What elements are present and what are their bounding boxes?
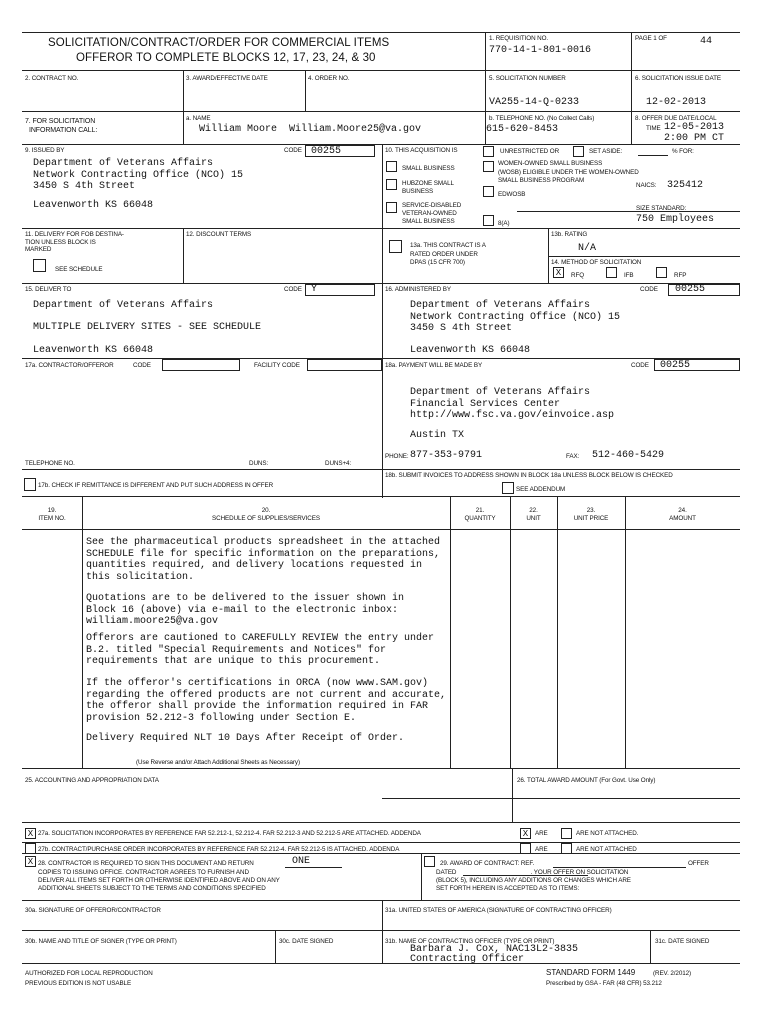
- rating-label: 13b. RATING: [551, 231, 588, 238]
- contact-name[interactable]: William Moore: [199, 124, 278, 135]
- time-label: TIME: [646, 125, 661, 132]
- rule: [22, 144, 740, 145]
- rule: [421, 853, 422, 900]
- remittance-checkbox[interactable]: [24, 478, 36, 491]
- rule: [22, 930, 740, 931]
- contact-email[interactable]: William.Moore25@va.gov: [289, 124, 422, 135]
- percent-for-label: % FOR:: [672, 148, 694, 155]
- edwosb-label: EDWOSB: [498, 191, 526, 198]
- issued-code[interactable]: 00255: [311, 146, 342, 157]
- naics-label: NAICS:: [636, 182, 657, 189]
- rule: [631, 32, 632, 144]
- rule: [22, 853, 740, 854]
- b27a-checkbox[interactable]: X: [25, 828, 36, 839]
- see-schedule-checkbox[interactable]: [33, 259, 46, 272]
- solicitation-number[interactable]: VA255-14-Q-0233: [489, 97, 580, 108]
- rule: [650, 930, 651, 963]
- payment-phone[interactable]: 877-353-9791: [410, 450, 483, 461]
- hubzone-checkbox[interactable]: [386, 179, 397, 190]
- rating-value[interactable]: N/A: [578, 243, 597, 254]
- b27b-are-checkbox[interactable]: [520, 843, 531, 854]
- form-title-line2: OFFEROR TO COMPLETE BLOCKS 12, 17, 23, 24, & 30: [76, 52, 376, 64]
- payment-fax[interactable]: 512-460-5429: [592, 450, 665, 461]
- schedule-paragraph-1: See the pharmaceutical products spreadsheet in the attached SCHEDULE file for specific information on the preparations, quantities required, and delivery locations requested in this solicitation.: [86, 537, 441, 583]
- b29-checkbox[interactable]: [424, 856, 435, 867]
- b27a-label: 27a. SOLICITATION INCORPORATES BY REFERENCE FAR 52.212-1, 52.212-4. FAR 52.212-3 AND 52.212-5 ARE ATTACHED. ADDENDA: [38, 830, 421, 837]
- b27b-are-not-label: ARE NOT ATTACHED: [576, 846, 637, 853]
- col-schedule: 20. SCHEDULE OF SUPPLIES/SERVICES: [212, 507, 320, 522]
- rfq-checkbox[interactable]: X: [553, 267, 564, 278]
- footer-form-number: STANDARD FORM 1449: [546, 968, 636, 977]
- contracting-officer-name: Barbara J. Cox, NAC13L2-3835: [410, 944, 579, 955]
- contracting-officer-title: Contracting Officer: [410, 954, 525, 965]
- rule: [517, 211, 740, 212]
- rule: [22, 228, 740, 229]
- offer-due-date[interactable]: 12-05-2013: [664, 122, 725, 133]
- rfp-label: RFP: [674, 272, 687, 279]
- payment-label: 18a. PAYMENT WILL BE MADE BY: [385, 362, 483, 369]
- b27a-are-not-checkbox[interactable]: [561, 828, 572, 839]
- b28-copies[interactable]: ONE: [292, 856, 311, 867]
- rule: [510, 496, 511, 768]
- rule: [625, 496, 626, 768]
- duns-label: DUNS:: [249, 460, 269, 467]
- b28-terms: COPIES TO ISSUING OFFICE. CONTRACTOR AGREES TO FURNISH AND DELIVER ALL ITEMS SET FORTH OR OTHERWISE IDENTIFIED ABOVE AND ON ANY ADDITIONAL SHEETS SUBJECT TO THE TERMS AND CONDITIONS SPECIFIED: [38, 869, 280, 892]
- b29-offer: OFFER: [688, 860, 709, 867]
- b30a-label: 30a. SIGNATURE OF OFFEROR/CONTRACTOR: [25, 907, 161, 914]
- rule: [183, 228, 184, 283]
- info-call-label-line2: INFORMATION CALL:: [29, 127, 98, 134]
- hubzone-label: HUBZONE SMALL BUSINESS: [402, 180, 454, 195]
- rule: [22, 111, 740, 112]
- deliver-to-address: Department of Veterans Affairs MULTIPLE DELIVERY SITES - SEE SCHEDULE: [33, 300, 262, 333]
- total-award-label: 26. TOTAL AWARD AMOUNT (For Govt. Use Only): [517, 777, 656, 784]
- discount-terms-label: 12. DISCOUNT TERMS: [186, 231, 252, 238]
- b31c-label: 31c. DATE SIGNED: [655, 938, 710, 945]
- rule: [382, 900, 383, 963]
- b27b-label: 27b. CONTRACT/PURCHASE ORDER INCORPORATES BY REFERENCE FAR 52.212-4. FAR 52.212-5 IS ATTACHED. ADDENDA: [38, 846, 400, 853]
- b29-label: 29. AWARD OF CONTRACT: REF.: [440, 860, 535, 867]
- naics-code[interactable]: 325412: [667, 180, 704, 191]
- info-call-label-line1: 7. FOR SOLICITATION: [25, 118, 96, 125]
- eight-a-label: 8(A): [498, 220, 510, 227]
- see-schedule-label: SEE SCHEDULE: [55, 266, 103, 273]
- award-date-label: 3. AWARD/EFFECTIVE DATE: [186, 75, 268, 82]
- col-unit-price: 23. UNIT PRICE: [573, 507, 609, 522]
- unrestricted-label: UNRESTRICTED OR: [500, 148, 560, 155]
- contractor-code-box[interactable]: [162, 359, 240, 371]
- rule: [82, 496, 83, 768]
- name-label: a. NAME: [186, 115, 211, 122]
- facility-code-label: FACILITY CODE: [254, 362, 300, 369]
- b27b-checkbox[interactable]: [25, 843, 36, 854]
- rule: [305, 70, 306, 111]
- edwosb-checkbox[interactable]: [483, 186, 494, 197]
- administered-by-city: Leavenworth KS 66048: [410, 345, 531, 356]
- set-aside-checkbox[interactable]: [573, 146, 584, 157]
- contractor-label: 17a. CONTRACTOR/OFFEROR: [25, 362, 114, 369]
- invoice-label: 18b. SUBMIT INVOICES TO ADDRESS SHOWN IN BLOCK 18a UNLESS BLOCK BELOW IS CHECKED: [385, 472, 673, 479]
- ifb-label: IFB: [624, 272, 634, 279]
- sdvosb-label: SERVICE-DISABLED VETERAN-OWNED SMALL BUSINESS: [402, 202, 462, 225]
- eight-a-checkbox[interactable]: [483, 215, 494, 226]
- rule: [382, 144, 383, 498]
- page-total: 44: [700, 36, 713, 47]
- administered-by-label: 16. ADMINISTERED BY: [385, 286, 451, 293]
- rule: [22, 529, 740, 530]
- rule: [22, 283, 740, 284]
- accounting-label: 25. ACCOUNTING AND APPROPRIATION DATA: [25, 777, 159, 784]
- contractor-code-label: CODE: [133, 362, 151, 369]
- issued-by-address: Department of Veterans Affairs Network Contracting Office (NCO) 15 3450 S 4th Street: [33, 158, 244, 192]
- rule: [548, 256, 740, 257]
- b30c-label: 30c. DATE SIGNED: [279, 938, 334, 945]
- issued-by-city: Leavenworth KS 66048: [33, 200, 154, 211]
- b28-label: 28. CONTRACTOR IS REQUIRED TO SIGN THIS DOCUMENT AND RETURN: [38, 860, 254, 867]
- size-standard-label: SIZE STANDARD:: [636, 205, 687, 212]
- b27b-are-not-checkbox[interactable]: [561, 843, 572, 854]
- b27b-are-label: ARE: [535, 846, 548, 853]
- addendum-checkbox[interactable]: [502, 482, 514, 494]
- facility-code-box[interactable]: [307, 359, 382, 371]
- rule: [22, 768, 740, 769]
- b29-ref-line: [553, 867, 686, 868]
- solicitation-date[interactable]: 12-02-2013: [646, 97, 707, 108]
- form-title-line1: SOLICITATION/CONTRACT/ORDER FOR COMMERCIAL ITEMS: [48, 37, 390, 49]
- telephone-label: b. TELEPHONE NO. (No Collect Calls): [489, 115, 595, 122]
- addendum-label: SEE ADDENDUM: [516, 486, 566, 493]
- order-no-label: 4. ORDER NO.: [308, 75, 350, 82]
- b31b-label: 31b. NAME OF CONTRACTING OFFICER (TYPE OR PRINT): [385, 938, 555, 945]
- issued-code-label: CODE: [284, 147, 302, 154]
- rule: [183, 70, 184, 144]
- col-amount: 24. AMOUNT: [669, 507, 696, 522]
- ifb-checkbox[interactable]: [606, 267, 617, 278]
- rule: [22, 70, 740, 71]
- footer-revision: (REV. 2/2012): [653, 970, 692, 977]
- payment-code[interactable]: 00255: [660, 360, 691, 371]
- footer-authorized: AUTHORIZED FOR LOCAL REPRODUCTION: [25, 970, 153, 977]
- set-aside-pct-line: [638, 155, 668, 156]
- page-label: PAGE 1 OF: [635, 35, 667, 42]
- rfq-label: RFQ: [571, 272, 584, 279]
- rule: [557, 496, 558, 768]
- solicitation-number-label: 5. SOLICITATION NUMBER: [489, 75, 566, 82]
- administered-by-address: Department of Veterans Affairs Network Contracting Office (NCO) 15 3450 S 4th Street: [410, 300, 621, 334]
- contract-no-label: 2. CONTRACT NO.: [25, 75, 79, 82]
- footer-prescribed: Prescribed by GSA - FAR (48 CFR) 53.212: [546, 980, 662, 987]
- set-aside-label: SET ASIDE:: [589, 148, 623, 155]
- rule: [22, 496, 740, 497]
- footer-previous-edition: PREVIOUS EDITION IS NOT USABLE: [25, 980, 132, 987]
- deliver-code[interactable]: Y: [311, 284, 318, 295]
- rated-order-checkbox[interactable]: [389, 240, 402, 253]
- deliver-to-city: Leavenworth KS 66048: [33, 345, 154, 356]
- rule: [450, 496, 451, 768]
- unrestricted-checkbox[interactable]: [483, 146, 494, 157]
- payment-address: Department of Veterans Affairs Financial Services Center http://www.fsc.va.gov/einvoice.asp: [410, 387, 615, 421]
- wosb-checkbox[interactable]: [483, 161, 494, 172]
- col-quantity: 21. QUANTITY: [464, 507, 496, 522]
- duns4-label: DUNS+4:: [325, 460, 352, 467]
- b29-dated-line: [463, 875, 588, 876]
- deliver-code-label: CODE: [284, 286, 302, 293]
- col-item-no: 19. ITEM NO.: [38, 507, 66, 522]
- small-business-checkbox[interactable]: [386, 161, 397, 172]
- requisition-label: 1. REQUISITION NO.: [489, 35, 549, 42]
- payment-phone-label: PHONE:: [385, 453, 409, 460]
- col-unit: 22. UNIT: [526, 507, 541, 522]
- wosb-label: WOMEN-OWNED SMALL BUSINESS (WOSB) ELIGIBLE UNDER THE WOMEN-OWNED SMALL BUSINESS PROGRAM: [498, 160, 639, 184]
- issued-by-label: 9. ISSUED BY: [25, 147, 65, 154]
- delivery-fob-label: 11. DELIVERY FOR FOB DESTINA- TION UNLESS BLOCK IS MARKED: [25, 231, 124, 253]
- rule: [382, 798, 740, 799]
- admin-code[interactable]: 00255: [675, 284, 706, 295]
- b28-copies-line: [285, 867, 342, 868]
- b27a-are-not-label: ARE NOT ATTACHED.: [576, 830, 639, 837]
- sdvosb-checkbox[interactable]: [386, 202, 397, 213]
- rule: [22, 900, 740, 901]
- rule: [22, 822, 740, 823]
- offer-due-label: 8. OFFER DUE DATE/LOCAL: [635, 115, 717, 122]
- schedule-paragraph-5: Delivery Required NLT 10 Days After Receipt of Order.: [86, 733, 405, 744]
- rfp-checkbox[interactable]: [656, 267, 667, 278]
- rule: [275, 930, 276, 963]
- admin-code-label: CODE: [640, 286, 658, 293]
- schedule-paragraph-4: If the offeror's certifications in ORCA (now www.SAM.gov) regarding the offered products are not current and accurate, the offeror shall provide the information required in FAR provision 52.212-3 following under Section E.: [86, 678, 447, 724]
- offer-due-time[interactable]: 2:00 PM CT: [664, 133, 725, 144]
- payment-code-label: CODE: [631, 362, 649, 369]
- remittance-label: 17b. CHECK IF REMITTANCE IS DIFFERENT AND PUT SUCH ADDRESS IN OFFER: [38, 482, 274, 489]
- b31a-label: 31a. UNITED STATES OF AMERICA (SIGNATURE OF CONTRACTING OFFICER): [385, 907, 612, 914]
- method-label: 14. METHOD OF SOLICITATION: [551, 259, 642, 266]
- size-standard[interactable]: 750 Employees: [636, 214, 715, 225]
- payment-city: Austin TX: [410, 430, 465, 441]
- acquisition-label: 10. THIS ACQUISITION IS: [385, 147, 458, 154]
- small-business-label: SMALL BUSINESS: [402, 165, 455, 172]
- schedule-footnote: (Use Reverse and/or Attach Additional Sheets as Necessary): [136, 759, 300, 766]
- telephone-no-label: TELEPHONE NO.: [25, 460, 75, 467]
- form-border-top: [22, 32, 740, 33]
- b29-terms: DATED . YOUR OFFER ON SOLICITATION (BLOCK 5), INCLUDING ANY ADDITIONS OR CHANGES WHICH ARE SET FORTH HEREIN IS ACCEPTED AS TO ITEMS:: [436, 869, 631, 892]
- rule: [22, 963, 740, 964]
- b28-checkbox[interactable]: X: [25, 856, 36, 867]
- schedule-paragraph-2: Quotations are to be delivered to the issuer shown in Block 16 (above) via e-mail to the electronic inbox: william.moore25@va.gov: [86, 593, 405, 627]
- rule: [512, 768, 513, 822]
- payment-fax-label: FAX:: [566, 453, 580, 460]
- schedule-paragraph-3: Offerors are cautioned to CAREFULLY REVIEW the entry under B.2. titled "Special Requirements and Notices" for requirements that are unique to this procurement.: [86, 633, 435, 667]
- rule: [22, 469, 740, 470]
- deliver-to-label: 15. DELIVER TO: [25, 286, 72, 293]
- contact-telephone[interactable]: 615-620-8453: [486, 124, 559, 135]
- solicitation-date-label: 6. SOLICITATION ISSUE DATE: [635, 75, 721, 82]
- b27a-are-label: ARE: [535, 830, 548, 837]
- requisition-number[interactable]: 770-14-1-801-0016: [489, 45, 592, 56]
- b30b-label: 30b. NAME AND TITLE OF SIGNER (TYPE OR PRINT): [25, 938, 177, 945]
- rule: [22, 842, 740, 843]
- b27a-are-checkbox[interactable]: X: [520, 828, 531, 839]
- rated-order-label: 13a. THIS CONTRACT IS A RATED ORDER UNDER DPAS (15 CFR 700): [410, 242, 486, 266]
